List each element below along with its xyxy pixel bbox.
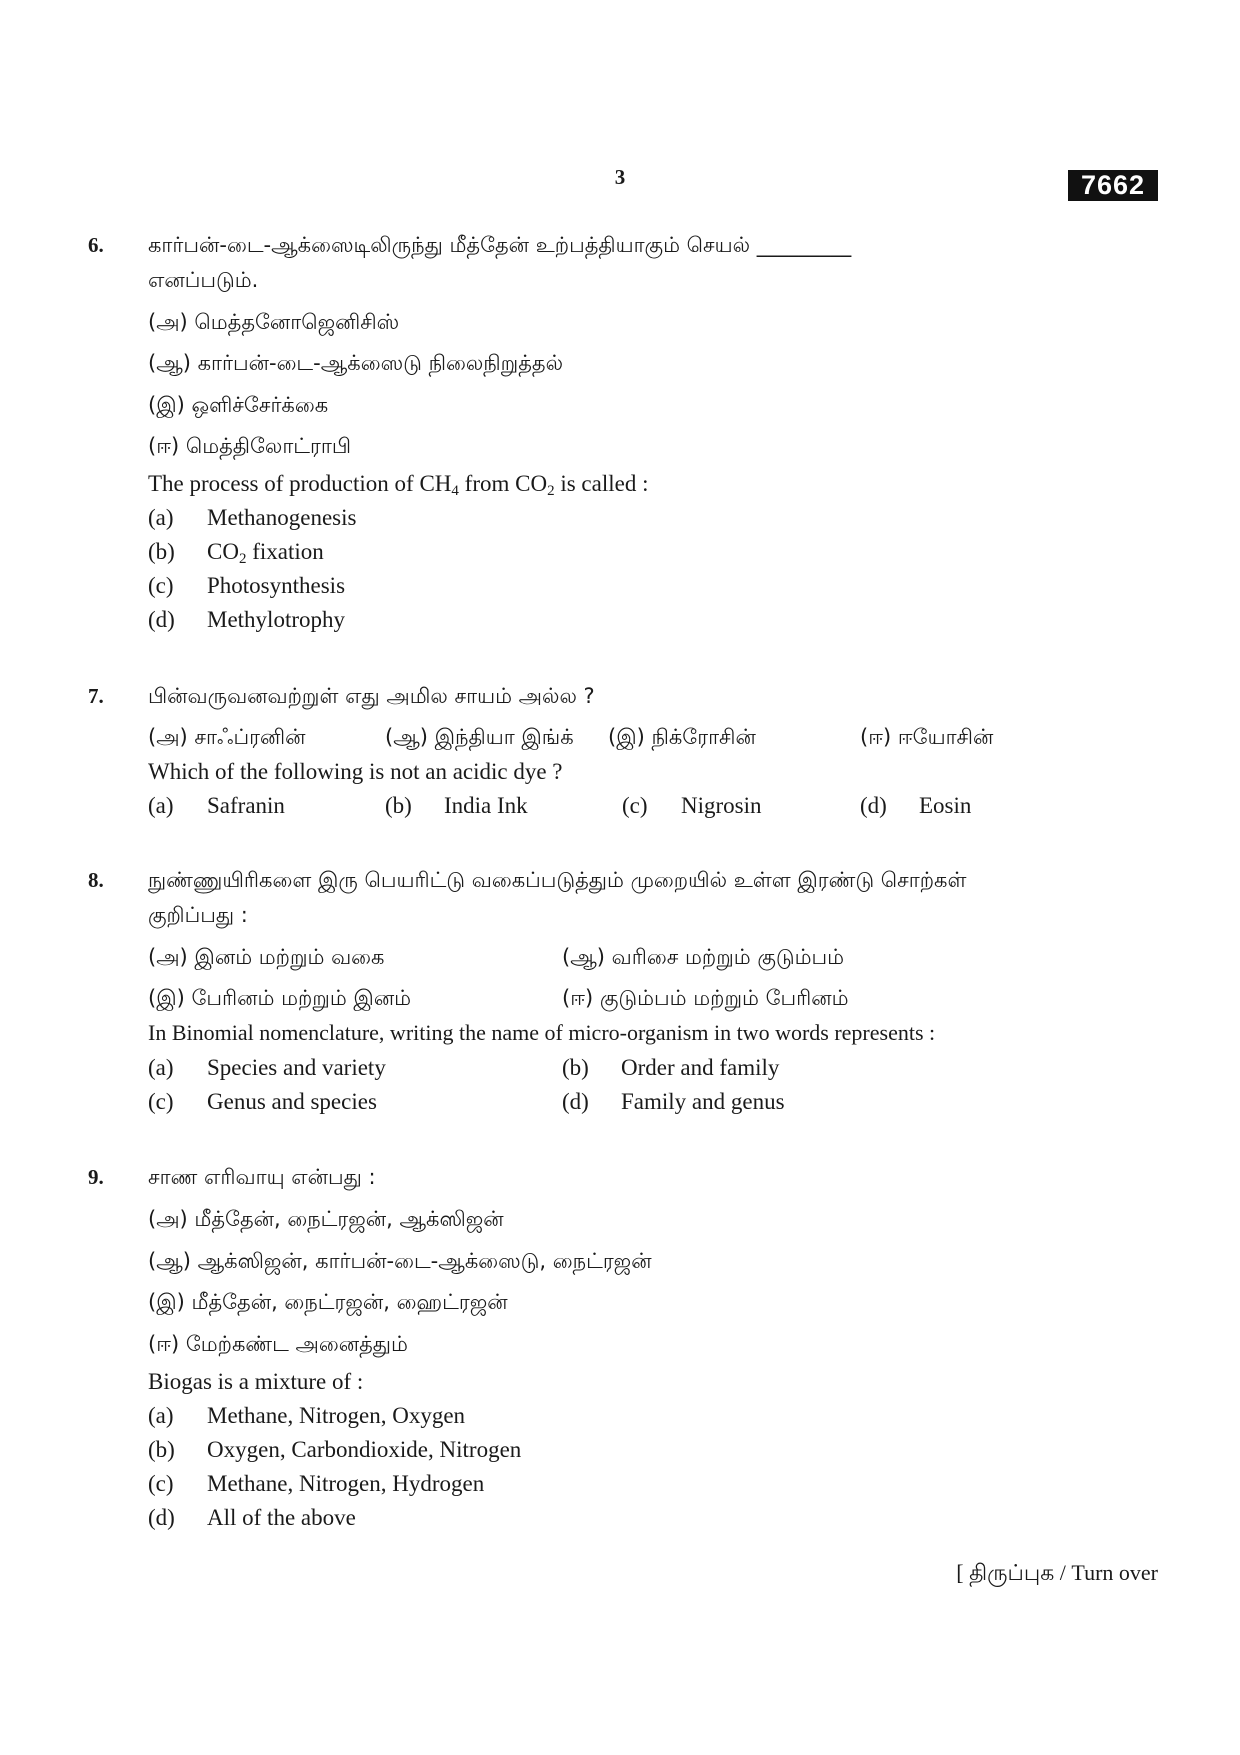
option-a: (a): [148, 505, 174, 530]
option-d: (d): [148, 1505, 175, 1530]
option-c: (c): [148, 1089, 174, 1114]
option-a: (a): [148, 1403, 174, 1428]
question-text-tamil: கார்பன்-டை-ஆக்ஸைடிலிருந்து மீத்தேன் உற்பத்தியாகும் செயல் _________: [148, 233, 852, 257]
option-c-text: Genus and species: [207, 1089, 377, 1114]
option-b-text: India Ink: [444, 793, 528, 818]
question-text-english: Biogas is a mixture of :: [148, 1369, 364, 1394]
question-text-tamil: எனப்படும்.: [148, 268, 259, 292]
question-number: 6.: [88, 233, 104, 257]
option-c-text: Methane, Nitrogen, Hydrogen: [207, 1471, 485, 1496]
option-tamil: (ஆ) ஆக்ஸிஜன், கார்பன்-டை-ஆக்ஸைடு, நைட்ரஜன்: [148, 1249, 652, 1273]
question-number: 8.: [88, 868, 104, 892]
option-d: (d): [148, 607, 175, 632]
option-b: (b): [562, 1055, 589, 1080]
option-tamil: (இ) மீத்தேன், நைட்ரஜன், ஹைட்ரஜன்: [148, 1290, 508, 1314]
option-b: (b): [385, 793, 412, 818]
option-tamil: (இ) நிக்ரோசின்: [608, 725, 756, 749]
option-d-text: All of the above: [207, 1505, 356, 1530]
question-text-tamil: சாண எரிவாயு என்பது :: [148, 1165, 376, 1189]
option-a: (a): [148, 793, 174, 818]
option-a-text: Methanogenesis: [207, 505, 357, 530]
option-a-text: Methane, Nitrogen, Oxygen: [207, 1403, 466, 1428]
option-tamil: (அ) சாஃப்ரனின்: [148, 725, 306, 749]
option-d-text: Methylotrophy: [207, 607, 345, 632]
option-b: (b): [148, 539, 175, 564]
option-a: (a): [148, 1055, 174, 1080]
page-number: 3: [614, 165, 626, 189]
question-number: 9.: [88, 1165, 104, 1189]
paper-code-badge: 7662: [1068, 170, 1158, 201]
option-b-text: Oxygen, Carbondioxide, Nitrogen: [207, 1437, 522, 1462]
option-d-text: Eosin: [919, 793, 972, 818]
question-text-english: The process of production of $CH_4$ from $CO_2$ is called :: [148, 471, 649, 499]
question-text-tamil: பின்வருவனவற்றுள் எது அமில சாயம் அல்ல ?: [148, 684, 595, 708]
option-tamil: (ஈ) குடும்பம் மற்றும் பேரினம்: [562, 986, 849, 1010]
option-d: (d): [860, 793, 887, 818]
option-tamil: (ஈ) மேற்கண்ட அனைத்தும்: [148, 1332, 408, 1356]
question-text-english: Which of the following is not an acidic dye ?: [148, 759, 563, 784]
option-tamil: (இ) ஒளிச்சேர்க்கை: [148, 393, 329, 417]
turn-over-note: [ திருப்புக / Turn over: [956, 1560, 1158, 1585]
question-number: 7.: [88, 684, 104, 708]
option-tamil: (ஆ) இந்தியா இங்க்: [385, 725, 574, 749]
option-tamil: (அ) மீத்தேன், நைட்ரஜன், ஆக்ஸிஜன்: [148, 1207, 504, 1231]
option-tamil: (ஆ) கார்பன்-டை-ஆக்ஸைடு நிலைநிறுத்தல்: [148, 351, 563, 375]
question-text-tamil: நுண்ணுயிரிகளை இரு பெயரிட்டு வகைப்படுத்தும் முறையில் உள்ள இரண்டு சொற்கள்: [148, 868, 967, 892]
option-tamil: (ஈ) ஈயோசின்: [860, 725, 994, 749]
option-d: (d): [562, 1089, 589, 1114]
option-b: (b): [148, 1437, 175, 1462]
option-tamil: (ஈ) மெத்திலோட்ராபி: [148, 434, 351, 458]
option-c-text: Photosynthesis: [207, 573, 346, 598]
option-b-text: $CO_2$ fixation: [207, 539, 324, 567]
option-b-text: Order and family: [621, 1055, 780, 1080]
option-tamil: (ஆ) வரிசை மற்றும் குடும்பம்: [562, 945, 845, 969]
option-tamil: (இ) பேரினம் மற்றும் இனம்: [148, 986, 412, 1010]
question-text-english: In Binomial nomenclature, writing the name of micro-organism in two words represents :: [148, 1020, 936, 1045]
option-c: (c): [622, 793, 648, 818]
option-tamil: (அ) இனம் மற்றும் வகை: [148, 945, 385, 969]
question-text-tamil: குறிப்பது :: [148, 903, 248, 927]
option-c: (c): [148, 573, 174, 598]
option-a-text: Species and variety: [207, 1055, 386, 1080]
option-a-text: Safranin: [207, 793, 285, 818]
option-c: (c): [148, 1471, 174, 1496]
option-c-text: Nigrosin: [681, 793, 762, 818]
option-tamil: (அ) மெத்தனோஜெனிசிஸ்: [148, 310, 400, 334]
option-d-text: Family and genus: [621, 1089, 785, 1114]
